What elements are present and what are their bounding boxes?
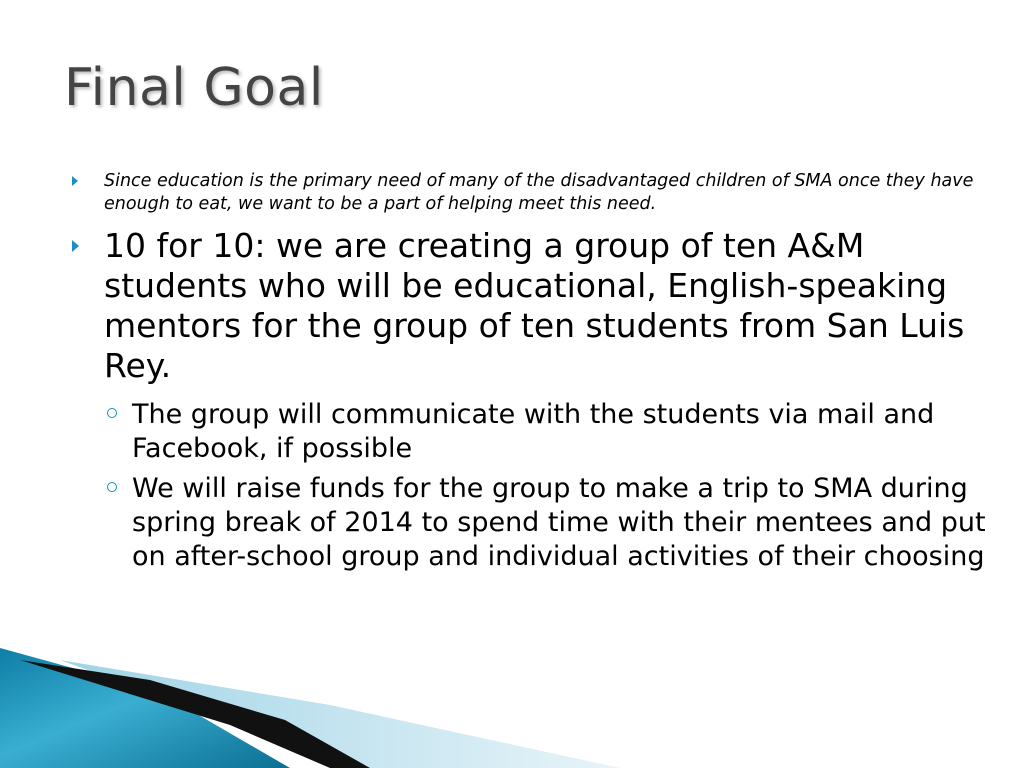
triangle-bullet-icon <box>72 240 79 252</box>
bullet-text: 10 for 10: we are creating a group of ten A&M students who will be educational, English-speaking mentors for the group of ten students from San Luis Rey. <box>104 226 965 385</box>
sub-bullet-item <box>72 398 987 466</box>
sub-bullet-text: The group will communicate with the students via mail and Facebook, if possible <box>132 399 935 464</box>
ring-bullet-icon <box>107 482 117 492</box>
ring-bullet-icon <box>107 408 117 418</box>
bullet-item <box>72 170 987 216</box>
sub-bullet-text: We will raise funds for the group to make a trip to SMA during spring break of 2014 to spend time with their mentees and put on after-school group and individual activities of their choosing <box>132 473 986 572</box>
slide-content <box>72 170 987 574</box>
bullet-item <box>72 226 987 386</box>
triangle-bullet-icon <box>72 176 78 186</box>
bullet-text: Since education is the primary need of many of the disadvantaged children of SMA once they have enough to eat, we want to be a part of helping meet this need. <box>104 171 974 214</box>
sub-bullet-item <box>72 472 987 574</box>
slide-title: Final Goal <box>64 58 324 118</box>
